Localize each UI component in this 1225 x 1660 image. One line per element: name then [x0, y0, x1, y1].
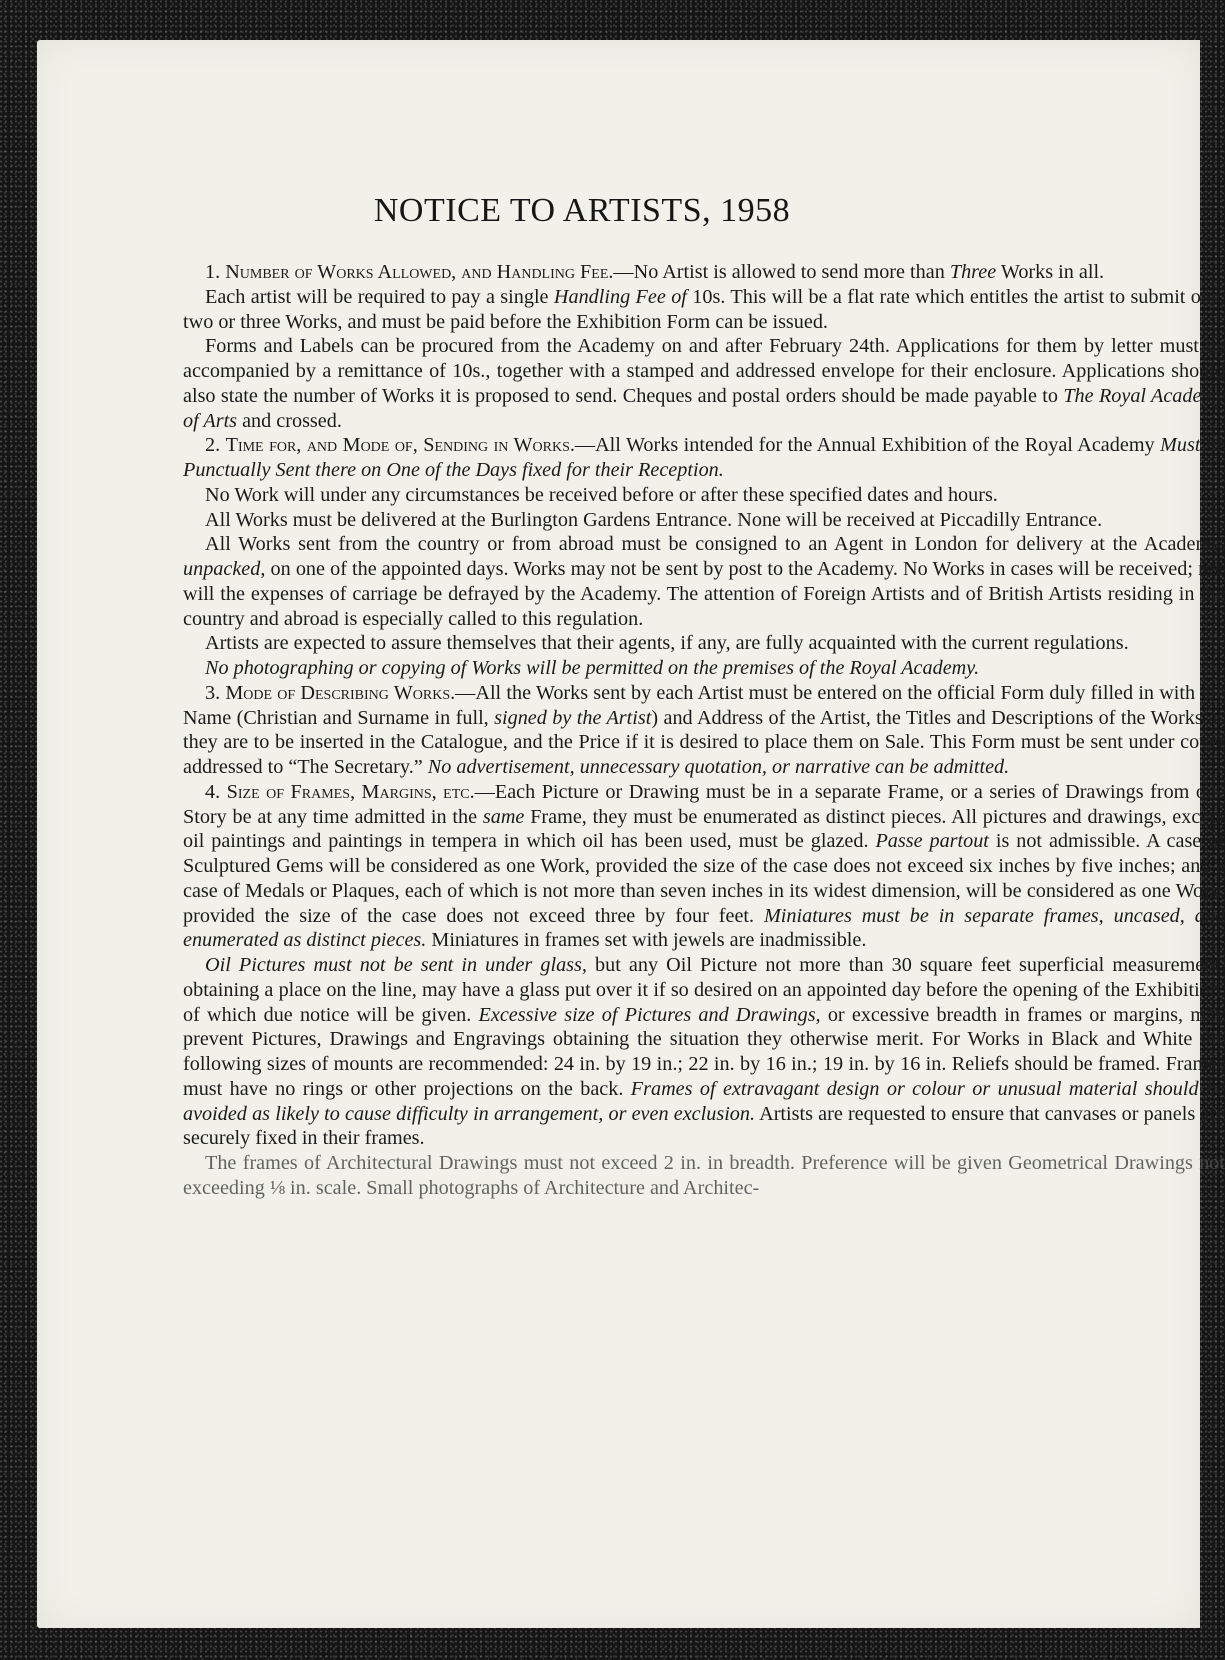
paragraph-text: Artists are requested to ensure that canvases or panels are securely fixed in their frames. — [183, 1102, 1225, 1150]
paragraph-text: Miniatures in frames set with jewels are inadmissible. — [426, 929, 867, 952]
section-2-paragraph — [183, 433, 1225, 483]
notice-body — [183, 260, 1225, 1201]
paragraph-italic: Frames of extravagant design or colour or unusual material should be avoided as likely to cause difficulty in arrangement, or even exclusion. — [183, 1077, 1225, 1125]
page-title: NOTICE TO ARTISTS, 1958 — [373, 192, 791, 229]
document-page — [37, 40, 1225, 1628]
paragraph-text: Works in all. — [996, 261, 1105, 283]
paragraph-italic: signed by the Artist — [494, 706, 652, 729]
paragraph-text: —No Artist is allowed to send more than — [613, 261, 950, 283]
paragraph-italic: unpacked — [183, 558, 261, 580]
section-4-paragraph — [183, 780, 1225, 953]
delivery-entrance-paragraph: All Works must be delivered at the Burlington Gardens Entrance. None will be received at Piccadilly Entrance. — [205, 508, 1103, 531]
paragraph-italic: Excessive size of Pictures and Drawings, — [478, 1003, 821, 1026]
paragraph-italic: The Royal Academy of Arts — [183, 384, 1225, 432]
handling-fee-paragraph — [183, 285, 1225, 335]
section-heading: Time for, and Mode of, Sending in Works. — [225, 434, 575, 457]
section-heading: Size of Frames, Margins, etc. — [226, 780, 475, 803]
forms-labels-paragraph — [183, 334, 1225, 433]
paragraph-italic: Handling Fee of — [553, 285, 687, 308]
section-3-paragraph — [183, 681, 1225, 780]
paragraph-text: is not admissible. A case of Sculptured Gems will be considered as one Work, provided the size of the case does not exceed six inches by five inches; and a case of Medals or Plaques, each of which is not more than seven inches in its widest dimension, will be considered as one Work, provided the size of the case does not exceed three by four feet. — [183, 830, 1225, 927]
paragraph-italic: No advertisement, unnecessary quotation, or narrative can be admitted. — [427, 756, 1010, 778]
agents-regulation-paragraph: Artists are expected to assure themselves that their agents, if any, are fully acquainted with the current regulations. — [205, 632, 1129, 655]
paragraph-italic: same — [482, 805, 525, 828]
paragraph-text: —All the Works sent by each Artist must be entered on the official Form duly filled in with the Name (Christian and Surname in full, — [183, 681, 1225, 729]
paragraph-text: —Each Picture or Drawing must be in a separate Frame, or a series of Drawings from one Story be at any time admitted in the — [183, 780, 1225, 828]
paragraph-text: —All Works intended for the Annual Exhibition of the Royal Academy — [574, 434, 1161, 457]
paragraph-text: but any Oil Picture not more than 30 square feet superficial measurement, obtaining a place on the line, may have a glass put over it if so desired on an appointed day before the opening of the Exhibition, of which due notice will be given. — [183, 954, 1225, 1026]
paragraph-text: Frame, they must be enumerated as distinct pieces. All pictures and drawings, except oil paintings and paintings in tempera in which oil has been used, must be glazed. — [183, 805, 1225, 853]
section-heading: Number of Works Allowed, and Handling Fee. — [225, 261, 614, 283]
agent-paragraph — [183, 532, 1225, 631]
paragraph-text: Each artist will be required to pay a single — [205, 285, 554, 308]
paragraph-text: 10s. This will be a flat rate which entitles the artist to submit one, two or three Works, and must be paid before the Exhibition Form can be issued. — [183, 285, 1225, 333]
section-1-paragraph — [183, 260, 1225, 285]
section-number: 1. — [205, 261, 226, 283]
paragraph-text: , on one of the appointed days. Works may not be sent by post to the Academy. No Works in cases will be received; nor will the expenses of carriage be defrayed by the Academy. The attention of Foreign Artists and of British Artists residing in the country and abroad is especially called to this regulation. — [183, 558, 1225, 630]
paragraph-text: All Works sent from the country or from abroad must be consigned to an Agent in London for delivery at the Academy, — [205, 533, 1225, 556]
paragraph-italic: Must be Punctually Sent there on One of the Days fixed for their Reception. — [183, 434, 1225, 481]
no-work-paragraph: No Work will under any circumstances be received before or after these specified dates and hours. — [205, 483, 998, 506]
section-heading: Mode of Describing Works. — [225, 681, 456, 704]
paragraph-text: Forms and Labels can be procured from the Academy on and after February 24th. Applications for them by letter must be accompanied by a remittance of 10s., together with a stamped and addressed envelope for their enclosure. Applications should also state the number of Works it is proposed to send. Cheques and postal orders should be made payable to — [183, 335, 1225, 407]
paragraph-text: ) and Address of the Artist, the Titles and Descriptions of the Works as they are to be inserted in the Catalogue, and the Price if it is desired to place them on Sale. This Form must be sent under cover addressed to “The Secretary.” — [183, 706, 1225, 778]
architectural-drawings-paragraph: The frames of Architectural Drawings must not exceed 2 in. in breadth. Preference will be given Geometrical Drawings not exceeding ⅛ in. scale. Small photographs of Architecture and Architec- — [183, 1152, 1225, 1199]
paragraph-italic: Miniatures must be in separate frames, uncased, and enumerated as distinct pieces. — [183, 904, 1225, 952]
paragraph-text: and crossed. — [237, 409, 342, 432]
section-number: 2. — [205, 434, 226, 457]
paragraph-italic: Passe partout — [875, 830, 989, 853]
no-photographing-paragraph — [183, 656, 1225, 681]
section-number: 3. — [205, 681, 226, 704]
oil-pictures-paragraph — [183, 953, 1225, 1151]
paragraph-italic: Three — [949, 261, 997, 283]
paragraph-italic: No photographing or copying of Works will be permitted on the premises of the Royal Academy. — [205, 657, 980, 679]
paragraph-italic: Oil Pictures must not be sent in under glass, — [205, 954, 587, 976]
section-number: 4. — [205, 780, 227, 803]
paragraph-text: or excessive breadth in frames or margins, may prevent Pictures, Drawings and Engravings obtaining the situation they otherwise merit. For Works in Black and White the following sizes of mounts are recommended: 24 in. by 19 in.; 22 in. by 16 in.; 19 in. by 16 in. Reliefs should be framed. Frames must have no rings or other projections on the back. — [183, 1003, 1225, 1100]
